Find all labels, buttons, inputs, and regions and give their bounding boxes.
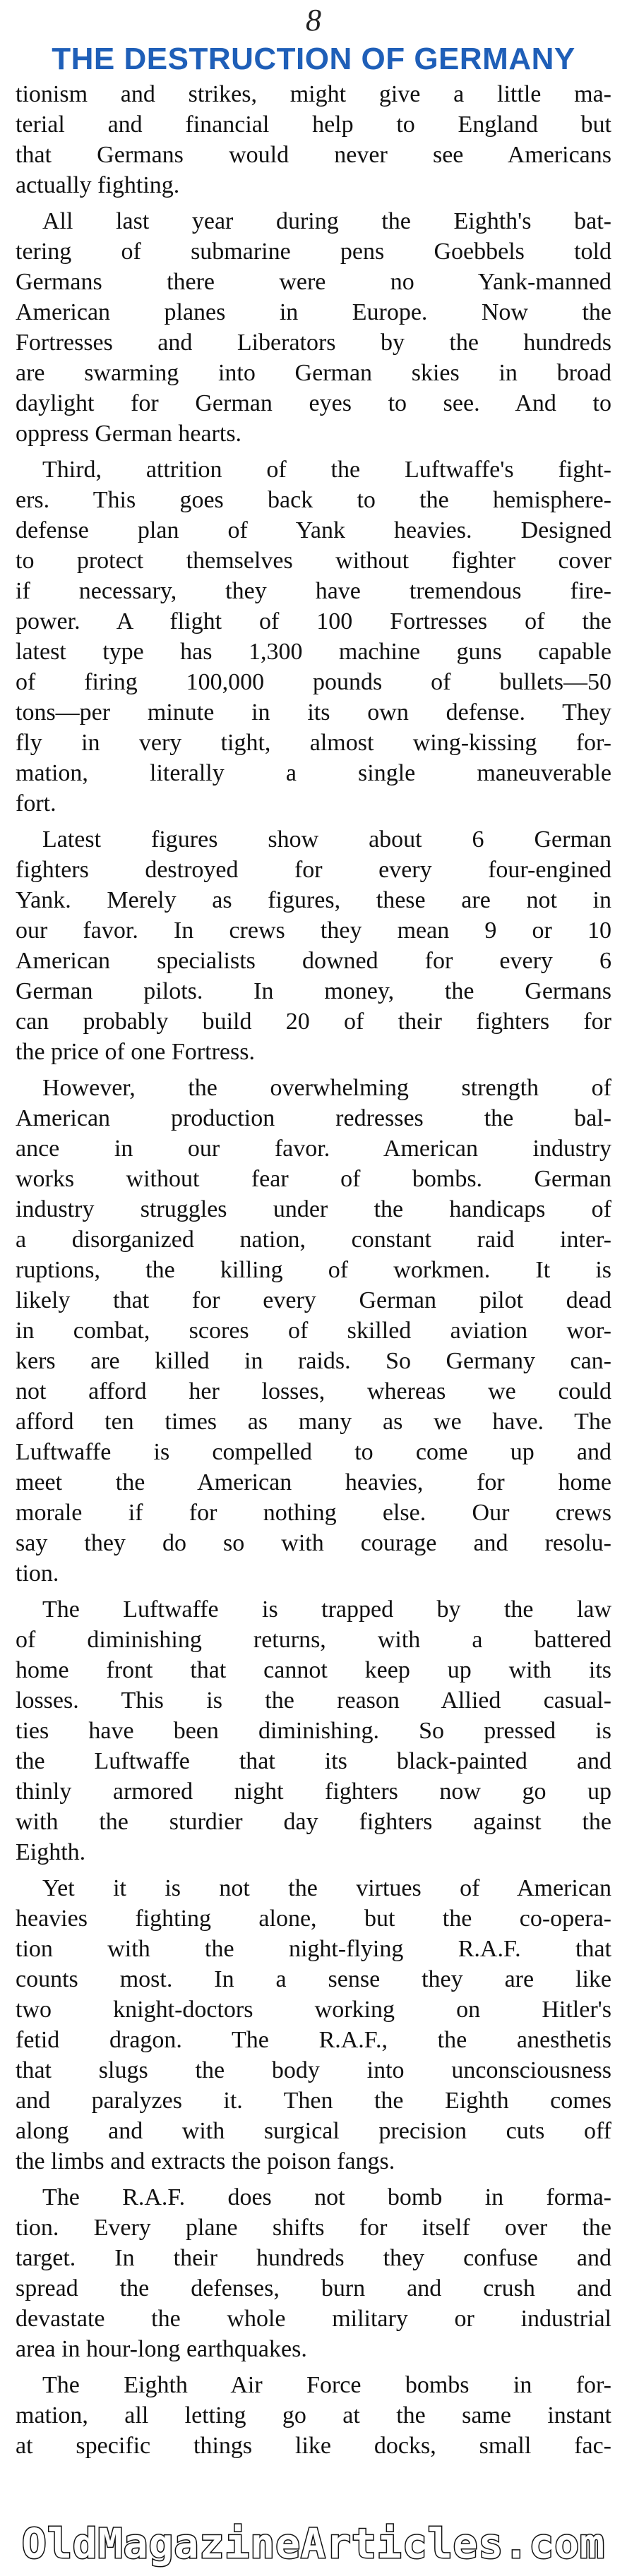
article-line: The R.A.F. does not bomb in forma- [42,2184,611,2210]
article-line: the price of one Fortress. [16,1039,255,1065]
site-footer [0,2512,627,2576]
article-line: along and with surgical precision cuts off [16,2118,611,2144]
article-line: of diminishing returns, with a battered [16,1627,611,1653]
article-line: Eighth. [16,1839,86,1865]
article-line: oppress German hearts. [16,421,242,447]
article-line: power. A flight of 100 Fortresses of the [16,608,611,634]
article-line: American planes in Europe. Now the [16,299,611,325]
article-line: home front that cannot keep up with its [16,1657,611,1683]
article-line: afford ten times as many as we have. The [16,1409,611,1435]
article-line: morale if for nothing else. Our crews [16,1500,611,1526]
article-line: Fortresses and Liberators by the hundreds [16,330,611,356]
article-line: say they do so with courage and resolu- [16,1530,611,1556]
article-line: tering of submarine pens Goebbels told [16,239,611,265]
article-line: American production redresses the bal- [16,1105,611,1131]
page-headline: THE DESTRUCTION OF GERMANY [52,42,575,76]
article-line: tion. [16,1560,59,1587]
article-line: All last year during the Eighth's bat- [42,208,611,234]
article-line: kers are killed in raids. So Germany can- [16,1348,611,1374]
article-line: Luftwaffe is compelled to come up and [16,1439,611,1465]
article-line: fort. [16,790,56,817]
article-line: daylight for German eyes to see. And to [16,390,611,416]
article-line: are swarming into German skies in broad [16,360,611,386]
article-line: Third, attrition of the Luftwaffe's fight- [42,457,611,483]
article-line: counts most. In a sense they are like [16,1966,611,1992]
article-line: The Luftwaffe is trapped by the law [42,1596,611,1623]
article-line: fetid dragon. The R.A.F., the anesthetis [16,2027,611,2053]
article-line: ers. This goes back to the hemisphere- [16,487,611,513]
article-line: can probably build 20 of their fighters for [16,1009,611,1035]
article-line: ance in our favor. American industry [16,1136,611,1162]
article-line: ties have been diminishing. So pressed is [16,1718,611,1744]
article-line: losses. This is the reason Allied casual- [16,1687,611,1714]
article-line: and paralyzes it. Then the Eighth comes [16,2088,611,2114]
article-line: actually fighting. [16,172,180,198]
article-line: in combat, scores of skilled aviation wor- [16,1318,611,1344]
article-line: ruptions, the killing of workmen. It is [16,1257,611,1283]
article-line: the limbs and extracts the poison fangs. [16,2148,395,2174]
article-line: mation, all letting go at the same instant [16,2402,611,2428]
article-line: industry struggles under the handicaps of [16,1196,611,1222]
article-line: fighters destroyed for every four-engined [16,857,611,883]
article-line: tion. Every plane shifts for itself over the [16,2215,611,2241]
article-line: at specific things like docks, small fac- [16,2433,611,2459]
article-line: that slugs the body into unconsciousness [16,2057,611,2083]
article-line: devastate the whole military or industrial [16,2306,611,2332]
article-line: American specialists downed for every 6 [16,948,611,974]
article-line: tons—per minute in its own defense. They [16,699,611,726]
article-line: target. In their hundreds they confuse and [16,2245,611,2271]
article-line: spread the defenses, burn and crush and [16,2275,611,2301]
article-line: meet the American heavies, for home [16,1469,611,1495]
article-line: thinly armored night fighters now go up [16,1778,611,1805]
article-line: of firing 100,000 pounds of bullets—50 [16,669,611,695]
article-line: a disorganized nation, constant raid inter- [16,1227,611,1253]
page-number: 8 [306,3,321,37]
article-line: Germans there were no Yank-manned [16,269,611,295]
article-line: tionism and strikes, might give a little ma- [16,81,611,107]
article-line: tion with the night-flying R.A.F. that [16,1936,611,1962]
article-line: heavies fighting alone, but the co-opera- [16,1906,611,1932]
article-line: However, the overwhelming strength of [42,1075,611,1101]
article-line: The Eighth Air Force bombs in for- [42,2372,611,2398]
article-line: fly in very tight, almost wing-kissing for- [16,730,611,756]
article-line: terial and financial help to England but [16,112,611,138]
article-line: Yet it is not the virtues of American [42,1875,611,1901]
article-line: the Luftwaffe that its black-painted and [16,1748,611,1774]
article-line: two knight-doctors working on Hitler's [16,1997,611,2023]
article-line: our favor. In crews they mean 9 or 10 [16,917,611,944]
site-watermark: OldMagazineArticles.com [21,2520,606,2568]
article-line: that Germans would never see Americans [16,142,611,168]
article-line: Yank. Merely as figures, these are not in [16,887,611,913]
article-line: German pilots. In money, the Germans [16,978,611,1004]
article-line: with the sturdier day fighters against the [16,1809,611,1835]
article-line: latest type has 1,300 machine guns capable [16,639,611,665]
article-line: area in hour-long earthquakes. [16,2336,307,2362]
article-line: works without fear of bombs. German [16,1166,611,1192]
article-line: not afford her losses, whereas we could [16,1378,611,1404]
article-line: to protect themselves without fighter cover [16,548,611,574]
article-line: mation, literally a single maneuverable [16,760,611,786]
article-line: Latest figures show about 6 German [42,826,611,853]
article-line: if necessary, they have tremendous fire- [16,578,611,604]
article-line: likely that for every German pilot dead [16,1287,611,1313]
article-line: defense plan of Yank heavies. Designed [16,517,611,543]
